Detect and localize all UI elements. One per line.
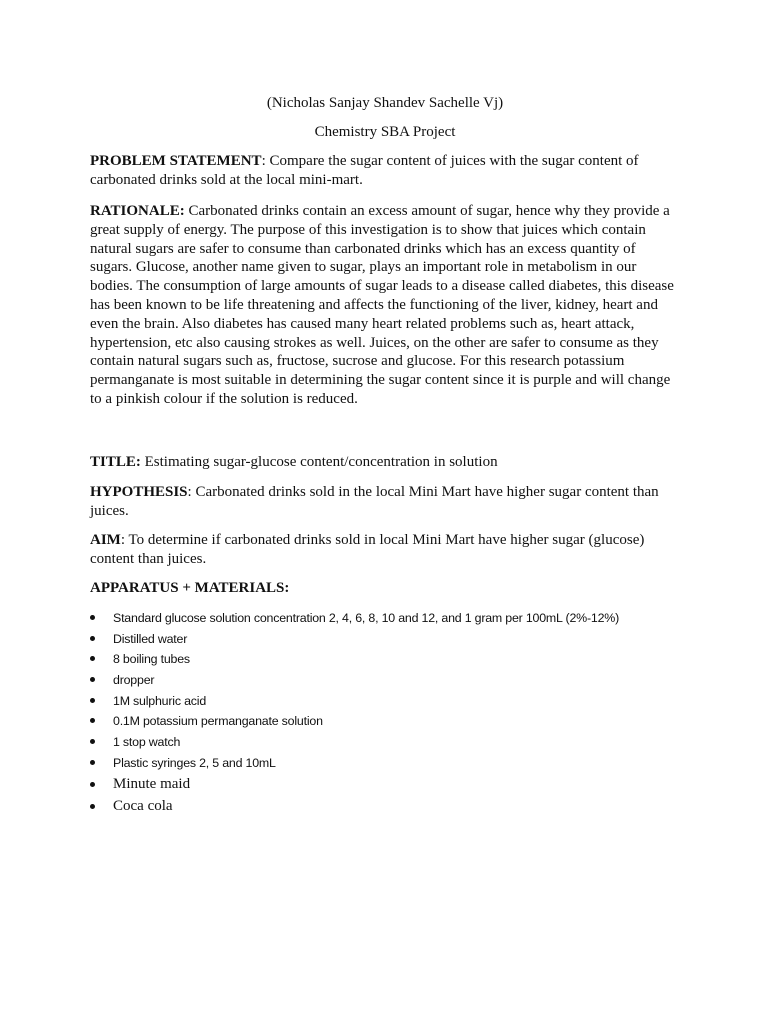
apparatus-heading: APPARATUS + MATERIALS: (90, 580, 290, 596)
apparatus-list (90, 608, 680, 818)
list-item (90, 691, 680, 712)
aim-label: AIM (90, 532, 121, 548)
list-item-text: Coca cola (113, 797, 173, 814)
list-item-text: Standard glucose solution concentration 2, 4, 6, 8, 10 and 12, and 1 gram per 100mL (2%-12%) (113, 611, 620, 625)
author-line: (Nicholas Sanjay Shandev Sachelle Vj) (266, 95, 504, 111)
list-item-text: 0.1M potassium permanganate solution (113, 714, 323, 729)
list-item (90, 753, 680, 774)
problem-statement-label: PROBLEM STATEMENT (90, 153, 262, 169)
list-item-text: Distilled water (113, 631, 188, 646)
hypothesis-text: : Carbonated drinks sold in the local Mini Mart have higher sugar content than juices. (90, 484, 659, 519)
bullet-icon (90, 739, 95, 744)
problem-statement-separator: : (261, 153, 266, 169)
list-item-text: 8 boiling tubes (113, 652, 190, 667)
list-item (90, 732, 680, 753)
rationale-text: Carbonated drinks contain an excess amount of sugar, hence why they provide a great supply of energy. The purpose of this investigation is to show that juices which contain natural sugars are safer to consume than carbonated drinks which has an excess quantity of sugars. Glucose, another name given to sugar, plays an important role in metabolism in our bodies. The consumption of large amounts of sugar leads to a disease called diabetes, this disease has been known to be life threatening and affects the functioning of the liver, kidney, heart and even the brain. Also diabetes has caused many heart related problems such as, heart attack, hypertension, etc also causing strokes as well. Juices, on the other are safer to consume as they contain natural sugars such as, fructose, sucrose and glucose. For this research potassium permanganate is most suitable in determining the sugar content since it is purple and will change to a pinkish colour if the solution is reduced. (90, 203, 674, 407)
list-item (90, 608, 680, 629)
list-item (90, 649, 680, 670)
bullet-icon (90, 782, 95, 787)
hypothesis-paragraph (90, 483, 680, 521)
list-item (90, 796, 680, 818)
list-item-text: 1M sulphuric acid (113, 693, 207, 708)
title-text: Estimating sugar-glucose content/concentration in solution (140, 454, 498, 470)
list-item (90, 629, 680, 650)
rationale-paragraph (90, 202, 680, 409)
bullet-icon (90, 698, 95, 703)
bullet-icon (90, 760, 95, 765)
title-label: TITLE: (90, 454, 141, 470)
list-item-text: 1 stop watch (113, 735, 181, 750)
aim-paragraph (90, 531, 680, 569)
problem-statement-paragraph (90, 152, 680, 190)
bullet-icon (90, 804, 95, 809)
list-item (90, 670, 680, 691)
list-item-text: Plastic syringes 2, 5 and 10mL (113, 755, 276, 770)
list-item-text: dropper (113, 673, 155, 688)
bullet-icon (90, 718, 95, 723)
bullet-icon (90, 636, 95, 641)
list-item (90, 711, 680, 732)
problem-statement-text: Compare the sugar content of juices with the sugar content of carbonated drinks sold at the local mini-mart. (90, 153, 639, 188)
hypothesis-label: HYPOTHESIS (90, 484, 188, 500)
rationale-label: RATIONALE: (90, 203, 185, 219)
bullet-icon (90, 615, 95, 620)
title-paragraph (90, 453, 680, 472)
project-title: Chemistry SBA Project (314, 124, 456, 140)
bullet-icon (90, 677, 95, 682)
bullet-icon (90, 656, 95, 661)
list-item-text: Minute maid (113, 775, 191, 792)
aim-text: : To determine if carbonated drinks sold in local Mini Mart have higher sugar (glucose) content than juices. (90, 532, 645, 567)
list-item (90, 774, 680, 796)
